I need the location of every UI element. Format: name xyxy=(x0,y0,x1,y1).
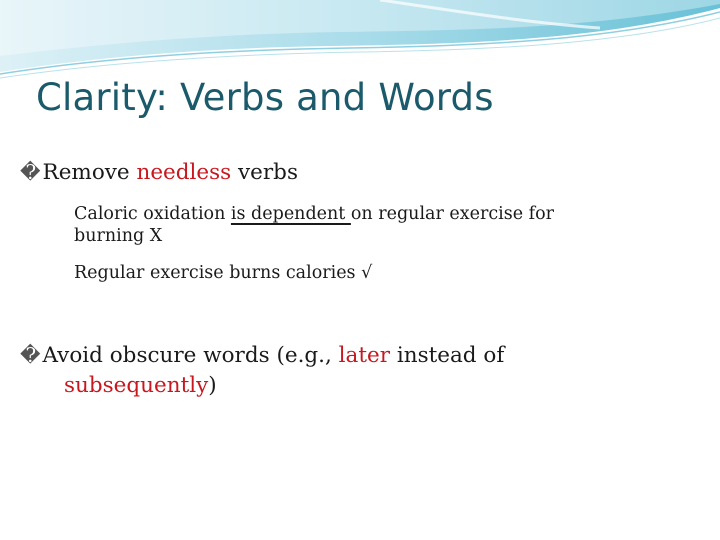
example1-underlined: is dependent xyxy=(230,204,351,224)
bullet2-middle: instead of xyxy=(390,343,505,368)
example1-post: on regular exercise for xyxy=(350,204,555,224)
bullet-remove-needless-verbs xyxy=(20,160,298,185)
page-title: Clarity: Verbs and Words xyxy=(36,76,494,119)
bullet2-highlight-later: later xyxy=(338,343,391,368)
bullet2-highlight-subsequently: subsequently xyxy=(64,373,209,398)
example1-pre: Caloric oxidation xyxy=(74,204,231,224)
bullet1-highlight: needless xyxy=(136,160,232,185)
bullet-marker-icon: � xyxy=(20,343,41,367)
example-bad-sentence xyxy=(74,203,554,247)
bullet-marker-icon: � xyxy=(20,160,41,184)
bullet-avoid-obscure-words xyxy=(20,340,504,401)
bullet1-suffix: verbs xyxy=(231,160,298,185)
example1-line2: burning X xyxy=(74,226,163,246)
bullet2-end: ) xyxy=(208,373,217,398)
bullet1-prefix: Remove xyxy=(42,160,137,185)
bullet2-prefix: Avoid obscure words (e.g., xyxy=(42,343,339,368)
example-good-sentence: Regular exercise burns calories √ xyxy=(74,263,373,283)
